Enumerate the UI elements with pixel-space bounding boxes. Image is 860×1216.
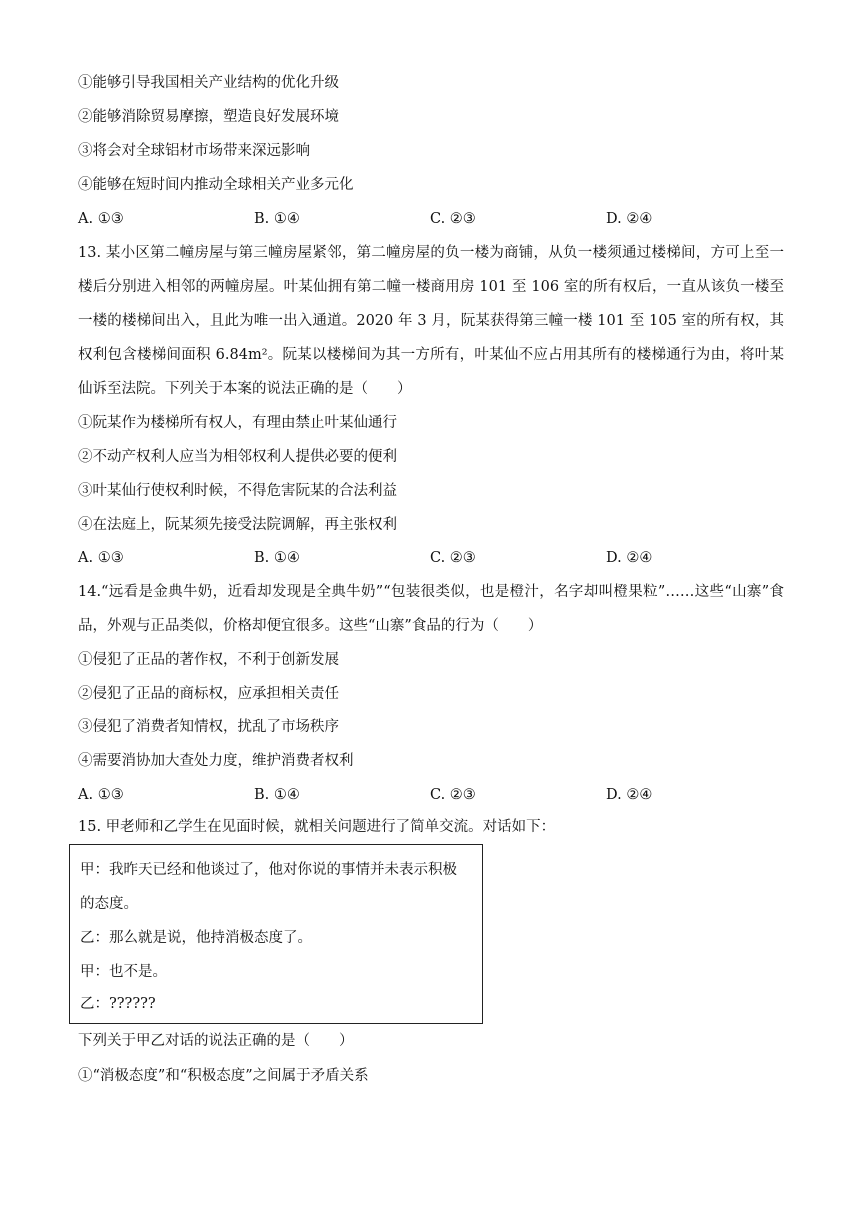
dialog-box: [69, 844, 483, 1024]
q12-option-c: C. ②③: [430, 211, 476, 227]
q13-item-2: ②不动产权利人应当为相邻权利人提供必要的便利: [78, 449, 397, 465]
q12-item-1: ①能够引导我国相关产业结构的优化升级: [78, 75, 339, 91]
q13-item-3: ③叶某仙行使权利时候，不得危害阮某的合法利益: [78, 483, 397, 499]
q13-option-a: A. ①③: [78, 550, 124, 566]
q14-option-a: A. ①③: [78, 787, 124, 803]
q14-item-3: ③侵犯了消费者知情权，扰乱了市场秩序: [78, 719, 339, 735]
q13-item-4: ④在法庭上，阮某须先接受法院调解，再主张权利: [78, 517, 397, 533]
q13-option-d: D. ②④: [606, 550, 653, 566]
q12-option-b: B. ①④: [254, 211, 300, 227]
q14-item-1: ①侵犯了正品的著作权，不利于创新发展: [78, 652, 339, 668]
q14-option-d: D. ②④: [606, 787, 653, 803]
q14-option-b: B. ①④: [254, 787, 300, 803]
dialog-line-3: 乙：那么就是说，他持消极态度了。: [80, 930, 312, 946]
q15-item-1: ①“消极态度”和“积极态度”之间属于矛盾关系: [78, 1068, 369, 1084]
q13-option-b: B. ①④: [254, 550, 300, 566]
q12-option-a: A. ①③: [78, 211, 124, 227]
q13-option-c: C. ②③: [430, 550, 476, 566]
q14-item-4: ④需要消协加大查处力度，维护消费者权利: [78, 753, 354, 769]
q15-stem: 15. 甲老师和乙学生在见面时候，就相关问题进行了简单交流。对话如下：: [78, 819, 556, 835]
q13-item-1: ①阮某作为楼梯所有权人，有理由禁止叶某仙通行: [78, 415, 397, 431]
q15-question: 下列关于甲乙对话的说法正确的是（ ）: [78, 1033, 354, 1049]
q14-option-c: C. ②③: [430, 787, 476, 803]
q12-options: [78, 209, 778, 229]
dialog-line-5: 乙：??????: [80, 996, 156, 1012]
dialog-line-2: 的态度。: [80, 896, 138, 912]
q12-item-3: ③将会对全球铝材市场带来深远影响: [78, 143, 310, 159]
q12-item-4: ④能够在短时间内推动全球相关产业多元化: [78, 177, 354, 193]
q13-options: [78, 548, 778, 568]
dialog-line-1: 甲：我昨天已经和他谈过了，他对你说的事情并未表示积极: [80, 862, 457, 878]
q13-stem: 13. 某小区第二幢房屋与第三幢房屋紧邻，第二幢房屋的负一楼为商铺，从负一楼须通过楼梯间，方可上至一楼后分别进入相邻的两幢房屋。叶某仙拥有第二幢一楼商用房 101 至 106 室的所有权后，一直从该负一楼至一楼的楼梯间出入，且此为唯一出入通道。2020 年 3 月，阮某获得第三幢一楼 101 至 105 室的所有权，其权利包含楼梯间面积 6.84m²。阮某以楼梯间为其一方所有，叶某仙不应占用其所有的楼梯通行为由，将叶某仙诉至法院。下列关于本案的说法正确的是（ ）: [78, 245, 784, 397]
dialog-line-4: 甲：也不是。: [80, 964, 167, 980]
q14-options: [78, 785, 778, 805]
q12-option-d: D. ②④: [606, 211, 653, 227]
q14-item-2: ②侵犯了正品的商标权，应承担相关责任: [78, 686, 339, 702]
q14-stem: 14.“远看是金典牛奶，近看却发现是全典牛奶”“包装很类似，也是橙汁，名字却叫橙果粒”……这些“山寨”食品，外观与正品类似，价格却便宜很多。这些“山寨”食品的行为（ ）: [78, 584, 784, 634]
q12-item-2: ②能够消除贸易摩擦，塑造良好发展环境: [78, 109, 339, 125]
